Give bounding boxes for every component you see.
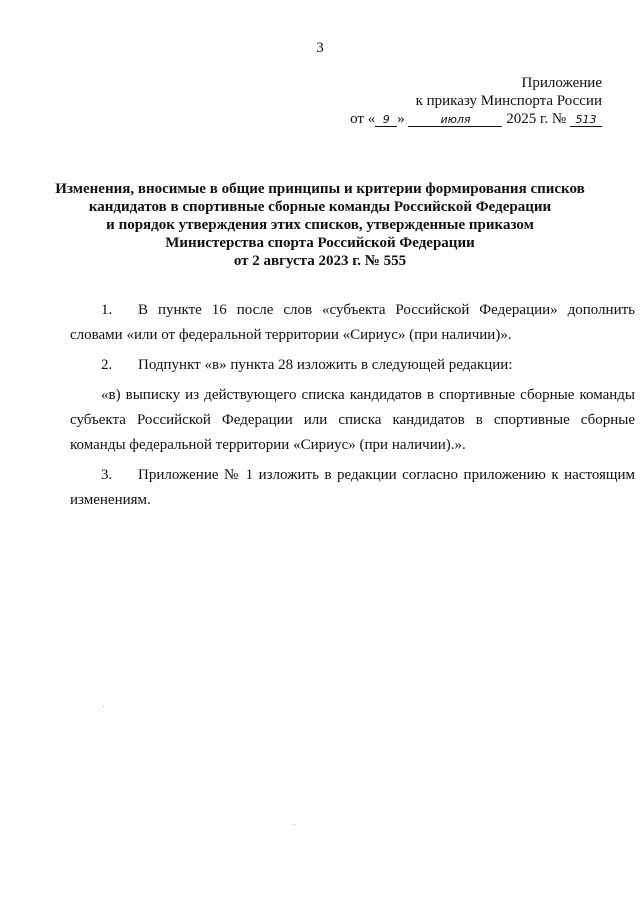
page-number: 3 (316, 40, 324, 56)
date-year: 2025 г. № (506, 111, 567, 127)
title-line-1: Изменения, вносимые в общие принципы и критерии формирования списков (55, 181, 585, 197)
paragraph-2 (70, 353, 635, 378)
date-prefix: от « (350, 111, 376, 127)
paragraph-2-number: 2. (101, 357, 113, 373)
title-line-3: и порядок утверждения этих списков, утвержденные приказом (106, 217, 534, 233)
paragraph-3-text: Приложение № 1 изложить в редакции согласно приложению к настоящим изменениям. (70, 467, 635, 508)
paragraph-2-subclause: «в) выписку из действующего списка кандидатов в спортивные сборные команды субъекта Российской Федерации или списка кандидатов в спортивные сборные команды федеральной территории «Сириус» (при наличии).». (70, 387, 635, 453)
document-body (70, 298, 635, 518)
appendix-date-line (342, 110, 602, 128)
paragraph-1-text: В пункте 16 после слов «субъекта Российской Федерации» дополнить словами «или от федеральной территории «Сириус» (при наличии)». (70, 302, 635, 343)
paragraph-3-number: 3. (101, 467, 113, 483)
appendix-header (342, 74, 602, 128)
title-line-4: Министерства спорта Российской Федерации (165, 235, 475, 251)
title-line-2: кандидатов в спортивные сборные команды Российской Федерации (88, 199, 552, 215)
scan-speck (294, 824, 295, 825)
handwritten-day: 9 (375, 113, 397, 127)
handwritten-order-number: 513 (570, 113, 602, 127)
handwritten-month: июля (408, 113, 502, 127)
date-day-suffix: » (397, 111, 405, 127)
paragraph-3 (70, 463, 635, 513)
document-title (40, 180, 600, 270)
paragraph-2-text: Подпункт «в» пункта 28 изложить в следующей редакции: (138, 357, 513, 373)
scan-speck (103, 706, 104, 707)
title-line-5: от 2 августа 2023 г. № 555 (233, 253, 407, 269)
paragraph-1 (70, 298, 635, 348)
paragraph-1-number: 1. (101, 302, 113, 318)
appendix-label: Приложение (521, 75, 602, 91)
appendix-order-ref: к приказу Минспорта России (415, 93, 602, 109)
